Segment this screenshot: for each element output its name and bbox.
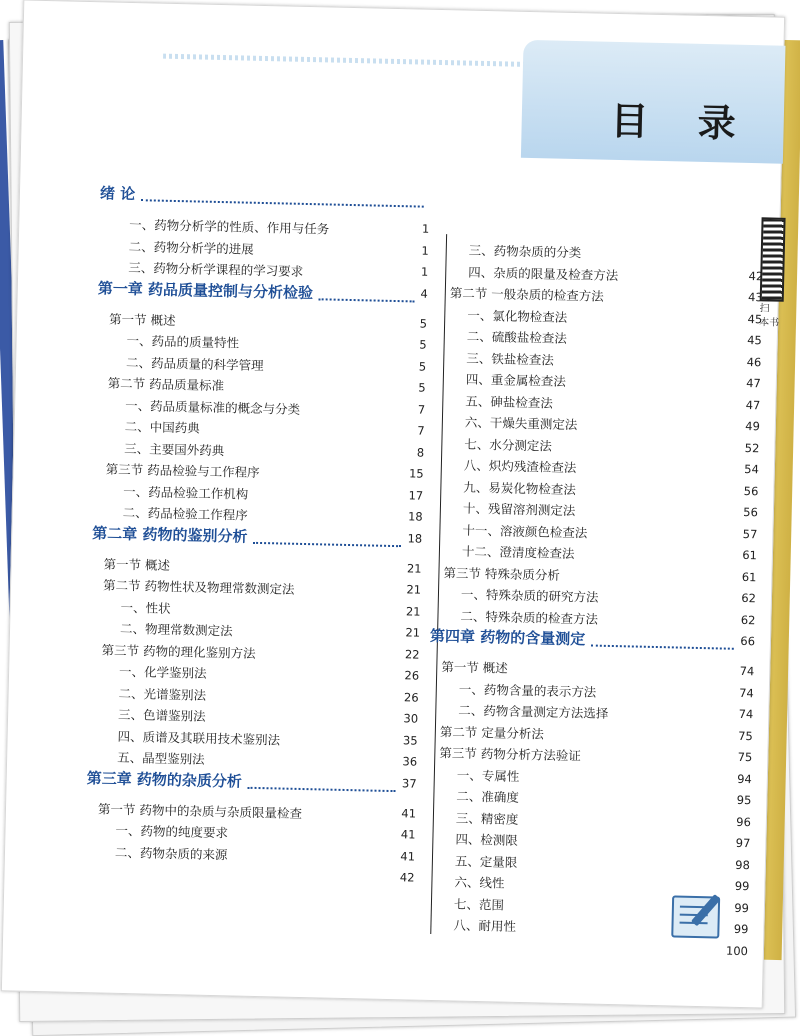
toc-entry-title: 二、药品质量的科学管理 — [125, 354, 264, 373]
toc-page — [1, 0, 785, 1009]
toc-entry-title: 三、药物杂质的分类 — [468, 242, 582, 261]
toc-entry-title: 一、药品检验工作机构 — [123, 483, 249, 502]
toc-entry-title: 二、中国药典 — [124, 418, 200, 436]
page-title: 目 录 — [610, 97, 755, 147]
toc-page-number: 41 — [400, 848, 416, 864]
toc-entry-title: 第二章 药物的鉴别分析 — [92, 523, 248, 546]
toc-entry-title: 七、范围 — [453, 895, 505, 913]
toc-page-number: 22 — [404, 646, 420, 662]
toc-page-number: 17 — [408, 487, 424, 503]
toc-entry-title: 第三节 特殊杂质分析 — [443, 564, 561, 583]
toc-page-number: 46 — [746, 354, 762, 369]
toc-entry-title: 六、干燥失重测定法 — [464, 414, 578, 433]
toc-page-number: 15 — [408, 466, 424, 481]
toc-page-number: 42 — [748, 268, 764, 283]
leader-dots — [591, 643, 734, 650]
toc-page-number: 36 — [402, 754, 418, 769]
toc-page-number: 5 — [418, 359, 427, 374]
toc-page-number: 97 — [735, 835, 751, 851]
toc-entry-title: 第三节 药物的理化鉴别方法 — [101, 641, 256, 661]
toc-entry-title: 一、特殊杂质的研究方法 — [460, 586, 599, 605]
toc-entry-title: 一、药物含量的表示方法 — [458, 681, 597, 700]
toc-page-number: 74 — [738, 706, 754, 722]
toc-entry-title: 二、硫酸盐检查法 — [466, 328, 567, 346]
toc-page-number: 26 — [403, 689, 419, 705]
toc-entry-title: 二、药物含量测定方法选择 — [458, 702, 609, 721]
notepad-pencil-icon — [671, 887, 730, 936]
toc-page-number: 4 — [420, 286, 428, 301]
toc-entry-title: 一、药物分析学的性质、作用与任务 — [129, 216, 330, 237]
toc-page-number: 95 — [736, 792, 752, 808]
toc-page-number: 62 — [741, 590, 757, 606]
toc-page-number: 99 — [734, 878, 750, 894]
toc-left-column — [84, 182, 430, 890]
leader-dots — [141, 197, 424, 207]
toc-page-number: 21 — [406, 560, 422, 576]
toc-entry-title: 七、水分测定法 — [464, 436, 553, 454]
toc-page-number: 5 — [418, 380, 426, 395]
toc-entry-title: 一、化学鉴别法 — [118, 663, 207, 681]
leader-dots — [248, 784, 396, 791]
toc-page-number: 99 — [733, 921, 749, 937]
toc-entry-title: 九、易炭化物检查法 — [463, 479, 577, 497]
toc-page-number: 52 — [744, 440, 760, 455]
toc-entry-title: 二、准确度 — [456, 788, 520, 805]
toc-page-number: 49 — [745, 418, 761, 434]
toc-page-number: 42 — [399, 870, 415, 885]
toc-entry-title: 八、耐用性 — [453, 917, 517, 934]
toc-page-number: 45 — [747, 311, 763, 326]
toc-page-number: 26 — [404, 668, 420, 683]
toc-entry-title: 四、重金属检查法 — [465, 371, 567, 389]
toc-page-number: 21 — [405, 603, 421, 619]
toc-page-number: 21 — [405, 625, 421, 640]
toc-page-number: 75 — [737, 749, 753, 765]
toc-entry-title: 三、精密度 — [455, 810, 519, 827]
toc-page-number: 5 — [419, 337, 427, 352]
toc-page-number: 74 — [739, 685, 754, 700]
toc-entry-title: 第二节 定量分析法 — [439, 723, 544, 741]
toc-page-number: 94 — [737, 771, 753, 786]
toc-page-number: 5 — [419, 316, 428, 331]
toc-page-number: 56 — [743, 504, 759, 520]
toc-page-number: 47 — [746, 375, 761, 391]
toc-entry-title: 第一节 药物中的杂质与杂质限量检查 — [97, 800, 303, 821]
toc-entry-title: 四、杂质的限量及检查方法 — [468, 264, 619, 283]
toc-entry-title: 第一章 药品质量控制与分析检验 — [97, 278, 314, 302]
toc-entry-title: 第二节 药物性状及物理常数测定法 — [102, 577, 295, 597]
toc-entry-title: 第一节 概述 — [441, 659, 508, 676]
toc-page-number: 1 — [420, 264, 429, 279]
toc-page-number: 41 — [400, 827, 416, 842]
toc-entry-title: 二、药物分析学的进展 — [128, 238, 254, 257]
toc-entry-title: 十、残留溶剂测定法 — [462, 500, 576, 519]
toc-entry-title: 三、主要国外药典 — [124, 440, 225, 458]
toc-entry-title: 绪 论 — [99, 184, 136, 204]
toc-entry-title: 五、砷盐检查法 — [465, 393, 554, 411]
toc-entry-title: 二、物理常数测定法 — [119, 620, 233, 639]
toc-entry-title: 一、专属性 — [456, 767, 520, 784]
toc-entry-title: 第二节 一般杂质的检查方法 — [449, 285, 604, 304]
toc-entry-title — [423, 936, 453, 937]
toc-page-number: 100 — [725, 943, 749, 958]
toc-page-number: 54 — [744, 461, 760, 477]
toc-page-number: 98 — [735, 857, 751, 872]
toc-page-number: 99 — [734, 900, 750, 915]
toc-right-column — [420, 238, 764, 963]
toc-entry-title: 一、药品质量标准的概念与分类 — [125, 397, 301, 417]
toc-page-number: 18 — [407, 509, 423, 524]
toc-entry-title: 第二节 药品质量标准 — [107, 375, 225, 394]
toc-entry-title: 五、晶型鉴别法 — [117, 749, 205, 767]
toc-page-number: 61 — [741, 569, 757, 584]
toc-page-number: 62 — [740, 612, 756, 627]
toc-page-number: 1 — [421, 221, 430, 236]
toc-entry-title: 第一节 概述 — [108, 311, 176, 328]
toc-page-number: 8 — [416, 445, 425, 460]
toc-page-number: 7 — [417, 402, 426, 417]
toc-entry-title: 二、药品检验工作程序 — [122, 504, 248, 523]
toc-entry-title: 四、检测限 — [455, 831, 519, 848]
toc-page-number: 1 — [421, 243, 429, 258]
toc-page-number: 41 — [401, 805, 417, 821]
table-of-contents — [2, 1, 784, 1008]
toc-entry-title: 三、色谱鉴别法 — [117, 706, 206, 724]
toc-page-number: 96 — [736, 814, 752, 829]
toc-page-number: 56 — [743, 483, 759, 498]
toc-page-number: 57 — [742, 526, 758, 541]
toc-entry-title: 第三章 药物的杂质分析 — [86, 768, 243, 791]
toc-page-number: 18 — [407, 530, 423, 546]
toc-entry-title: 一、药物的纯度要求 — [115, 822, 229, 841]
toc-page-number: 45 — [747, 332, 762, 348]
toc-page-number: 21 — [406, 582, 422, 597]
toc-entry-title: 二、药物杂质的来源 — [114, 844, 228, 862]
toc-entry-title: 十二、澄清度检查法 — [461, 543, 575, 562]
toc-entry-title: 三、铁盐检查法 — [466, 350, 555, 368]
toc-entry-title: 三、药物分析学课程的学习要求 — [128, 259, 304, 279]
toc-page-number: 43 — [747, 290, 763, 305]
toc-entry-title: 第四章 药物的含量测定 — [429, 626, 586, 649]
toc-entry-title: 五、定量限 — [454, 852, 518, 870]
side-note: 扫 本书 — [759, 303, 780, 329]
toc-page-number: 37 — [401, 775, 417, 791]
toc-entry-title — [85, 863, 115, 864]
toc-entry-title: 六、线性 — [454, 874, 505, 891]
toc-page-number: 47 — [745, 397, 761, 412]
toc-entry-title: 八、炽灼残渣检查法 — [463, 457, 577, 476]
toc-page-number: 7 — [417, 423, 425, 438]
leader-dots — [319, 296, 415, 302]
toc-entry-title: 一、性状 — [120, 599, 171, 616]
toc-page-number: 74 — [739, 663, 755, 679]
toc-entry-title: 第一节 概述 — [103, 555, 171, 573]
toc-entry-title: 四、质谱及其联用技术鉴别法 — [117, 728, 281, 747]
toc-entry-title: 二、光谱鉴别法 — [118, 685, 207, 703]
toc-entry-title: 二、特殊杂质的检查方法 — [460, 608, 599, 627]
toc-page-number: 30 — [403, 711, 419, 726]
toc-page-number: 61 — [742, 547, 758, 563]
toc-page-number: 66 — [740, 633, 756, 649]
leader-dots — [253, 539, 401, 546]
toc-page-number: 75 — [738, 728, 753, 743]
toc-entry-title: 一、氯化物检查法 — [467, 307, 568, 325]
toc-entry-title: 第三节 药物分析方法验证 — [439, 745, 581, 764]
toc-entry-title: 第三节 药品检验与工作程序 — [105, 461, 260, 480]
toc-entry-title: 十一、溶液颜色检查法 — [462, 522, 588, 540]
toc-entry-title: 一、药品的质量特性 — [126, 332, 240, 351]
toc-page-number: 35 — [402, 732, 418, 748]
